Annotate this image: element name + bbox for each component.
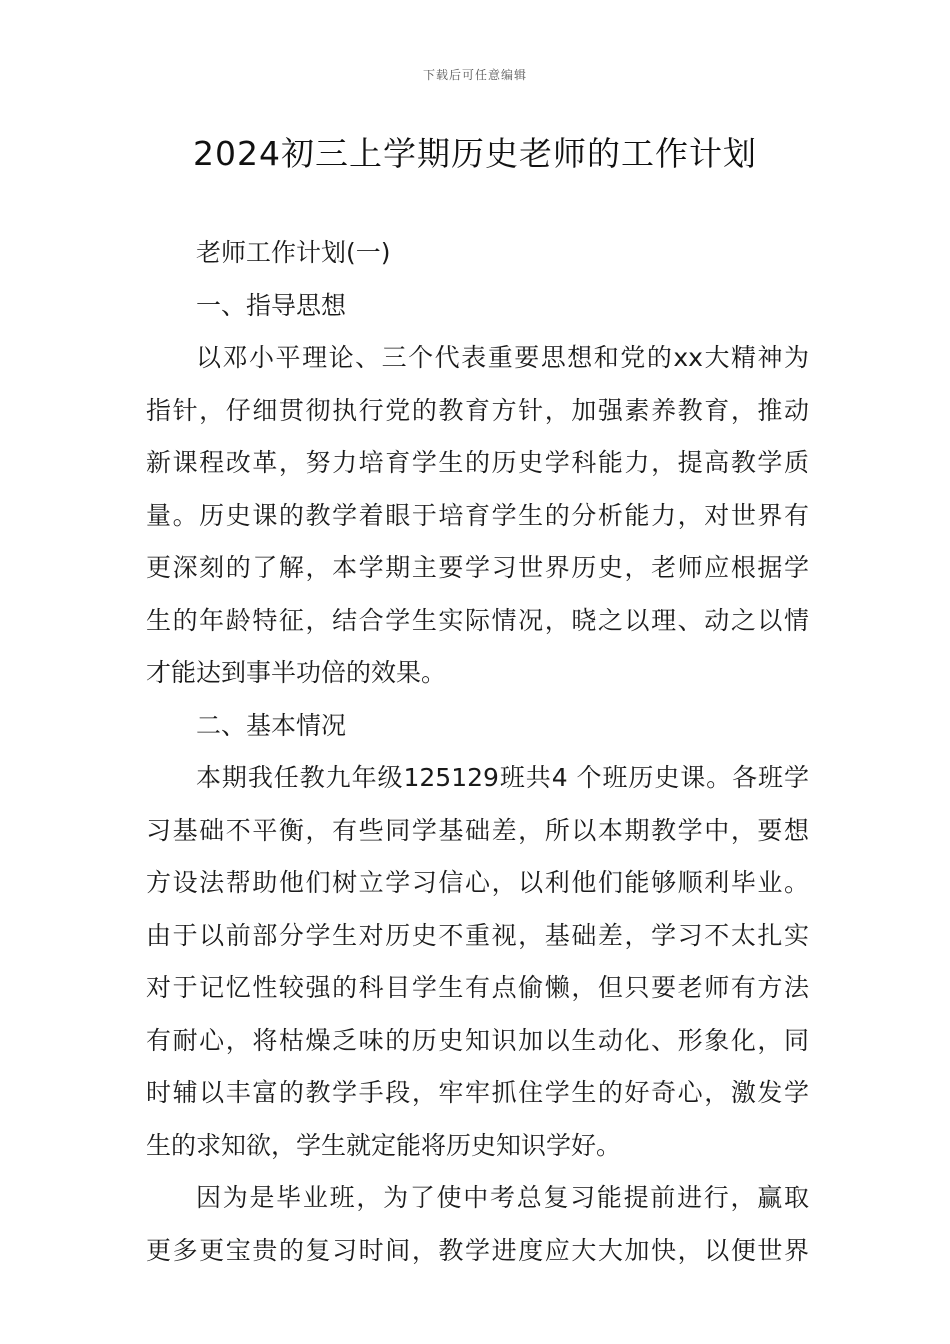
body-line: 老师工作计划(一) bbox=[196, 238, 391, 267]
body-line: 由于以前部分学生对历史不重视，基础差，学习不太扎实 bbox=[146, 920, 809, 950]
body-line: 二、基本情况 bbox=[196, 710, 347, 740]
body-line: 新课程改革，努力培育学生的历史学科能力，提高教学质 bbox=[146, 448, 809, 477]
body-line: 有耐心，将枯燥乏味的历史知识加以生动化、形象化，同 bbox=[146, 1025, 809, 1055]
body-line: 生的年龄特征，结合学生实际情况，晓之以理、动之以情 bbox=[146, 605, 809, 635]
body-line: 才能达到事半功倍的效果。 bbox=[146, 658, 447, 687]
body-line: 生的求知欲，学生就定能将历史知识学好。 bbox=[146, 1130, 622, 1160]
body-line: 更深刻的了解，本学期主要学习世界历史，老师应根据学 bbox=[146, 553, 809, 582]
body-line: 量。历史课的教学着眼于培育学生的分析能力，对世界有 bbox=[146, 500, 809, 530]
body-line: 指针，仔细贯彻执行党的教育方针，加强素养教育，推动 bbox=[146, 395, 809, 425]
body-line: 一、指导思想 bbox=[196, 290, 347, 320]
body-line: 本期我任教九年级125129班共4 个班历史课。各班学 bbox=[196, 763, 809, 792]
body-line: 对于记忆性较强的科目学生有点偷懒，但只要老师有方法 bbox=[146, 973, 809, 1002]
document-title: 2024初三上学期历史老师的工作计划 bbox=[193, 134, 757, 173]
body-line: 更多更宝贵的复习时间，教学进度应大大加快，以便世界 bbox=[146, 1235, 809, 1265]
body-line: 习基础不平衡，有些同学基础差，所以本期教学中，要想 bbox=[146, 815, 809, 845]
header-note: 下载后可任意编辑 bbox=[422, 68, 527, 82]
body-line: 方设法帮助他们树立学习信心，以利他们能够顺利毕业。 bbox=[146, 868, 809, 897]
document-body bbox=[146, 227, 809, 1277]
body-line: 以邓小平理论、三个代表重要思想和党的xx大精神为 bbox=[196, 343, 809, 372]
body-line: 因为是毕业班，为了使中考总复习能提前进行，赢取 bbox=[196, 1183, 809, 1212]
body-line: 时辅以丰富的教学手段，牢牢抓住学生的好奇心，激发学 bbox=[146, 1078, 809, 1107]
